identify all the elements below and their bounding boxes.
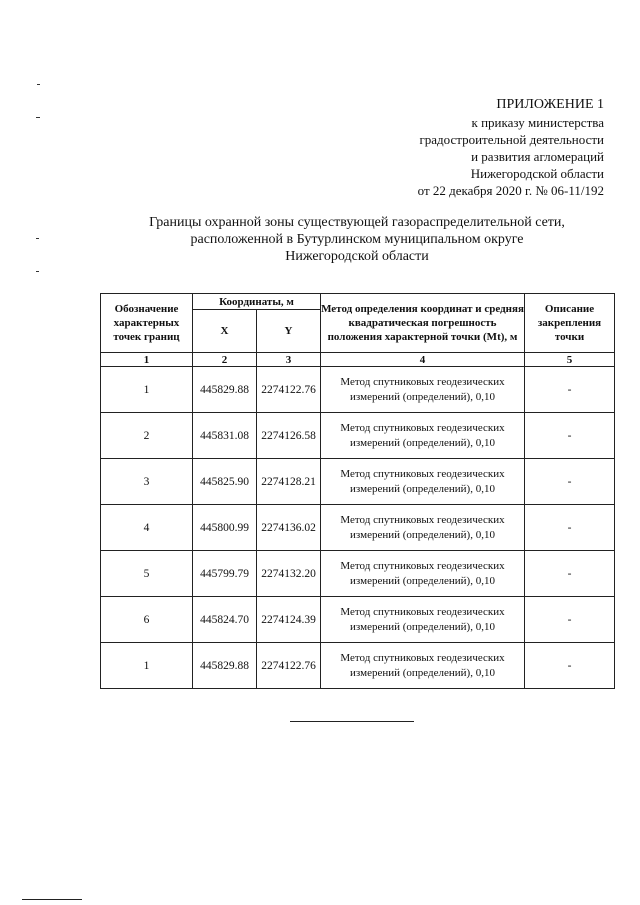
header-y: Y (257, 310, 321, 353)
annex-line: к приказу министерства (471, 115, 604, 130)
cell-method: Метод спутниковых геодезических измерений (определений), 0,10 (321, 551, 525, 597)
cell-method: Метод спутниковых геодезических измерений (определений), 0,10 (321, 367, 525, 413)
table-row (101, 597, 615, 643)
scan-mark (36, 117, 40, 118)
cell-x: 445824.70 (193, 597, 257, 643)
table-row (101, 367, 615, 413)
annex-line: и развития агломераций (471, 149, 604, 164)
annex-line: Нижегородской области (470, 166, 604, 181)
header-method: Метод определения координат и средняя квадратическая погрешность положения характерной точки (Mt), м (321, 294, 525, 353)
cell-method: Метод спутниковых геодезических измерений (определений), 0,10 (321, 505, 525, 551)
cell-point: 2 (101, 413, 193, 459)
title-line: Границы охранной зоны существующей газораспределительной сети, (149, 215, 565, 230)
cell-description: - (525, 413, 615, 459)
annex-line: градостроительной деятельности (419, 132, 604, 147)
annex-heading: ПРИЛОЖЕНИЕ 1 (496, 97, 604, 112)
cell-method: Метод спутниковых геодезических измерений (определений), 0,10 (321, 459, 525, 505)
annex-block (304, 96, 604, 199)
cell-point: 5 (101, 551, 193, 597)
cell-method: Метод спутниковых геодезических измерений (определений), 0,10 (321, 643, 525, 689)
cell-description: - (525, 597, 615, 643)
header-coordinates: Координаты, м (193, 294, 321, 310)
cell-x: 445829.88 (193, 367, 257, 413)
cell-point: 1 (101, 643, 193, 689)
scan-mark (36, 271, 39, 272)
cell-y: 2274128.21 (257, 459, 321, 505)
cell-y: 2274122.76 (257, 643, 321, 689)
cell-description: - (525, 459, 615, 505)
scan-mark (36, 238, 39, 239)
cell-description: - (525, 367, 615, 413)
column-number: 4 (321, 353, 525, 367)
header-designation: Обозначение характерных точек границ (101, 294, 193, 353)
table-row (101, 413, 615, 459)
cell-x: 445799.79 (193, 551, 257, 597)
column-number-row (101, 353, 615, 367)
cell-point: 1 (101, 367, 193, 413)
header-x: X (193, 310, 257, 353)
annex-line: от 22 декабря 2020 г. № 06-11/192 (417, 183, 604, 198)
cell-point: 6 (101, 597, 193, 643)
cell-y: 2274122.76 (257, 367, 321, 413)
coordinates-table (100, 293, 615, 689)
scan-mark (37, 84, 40, 85)
document-title (100, 214, 614, 265)
header-description: Описание закрепления точки (525, 294, 615, 353)
column-number: 1 (101, 353, 193, 367)
cell-point: 4 (101, 505, 193, 551)
cell-y: 2274132.20 (257, 551, 321, 597)
footer-line (22, 899, 82, 900)
title-line: Нижегородской области (285, 249, 429, 264)
cell-method: Метод спутниковых геодезических измерений (определений), 0,10 (321, 413, 525, 459)
column-number: 3 (257, 353, 321, 367)
table-row (101, 551, 615, 597)
cell-point: 3 (101, 459, 193, 505)
cell-x: 445829.88 (193, 643, 257, 689)
cell-x: 445831.08 (193, 413, 257, 459)
table-row (101, 459, 615, 505)
cell-method: Метод спутниковых геодезических измерений (определений), 0,10 (321, 597, 525, 643)
column-number: 2 (193, 353, 257, 367)
column-number: 5 (525, 353, 615, 367)
cell-y: 2274124.39 (257, 597, 321, 643)
title-line: расположенной в Бутурлинском муниципальном округе (190, 232, 524, 247)
cell-y: 2274136.02 (257, 505, 321, 551)
table-row (101, 643, 615, 689)
cell-x: 445800.99 (193, 505, 257, 551)
cell-description: - (525, 505, 615, 551)
table-row (101, 505, 615, 551)
end-separator-line (290, 721, 414, 722)
cell-description: - (525, 643, 615, 689)
cell-y: 2274126.58 (257, 413, 321, 459)
cell-description: - (525, 551, 615, 597)
cell-x: 445825.90 (193, 459, 257, 505)
